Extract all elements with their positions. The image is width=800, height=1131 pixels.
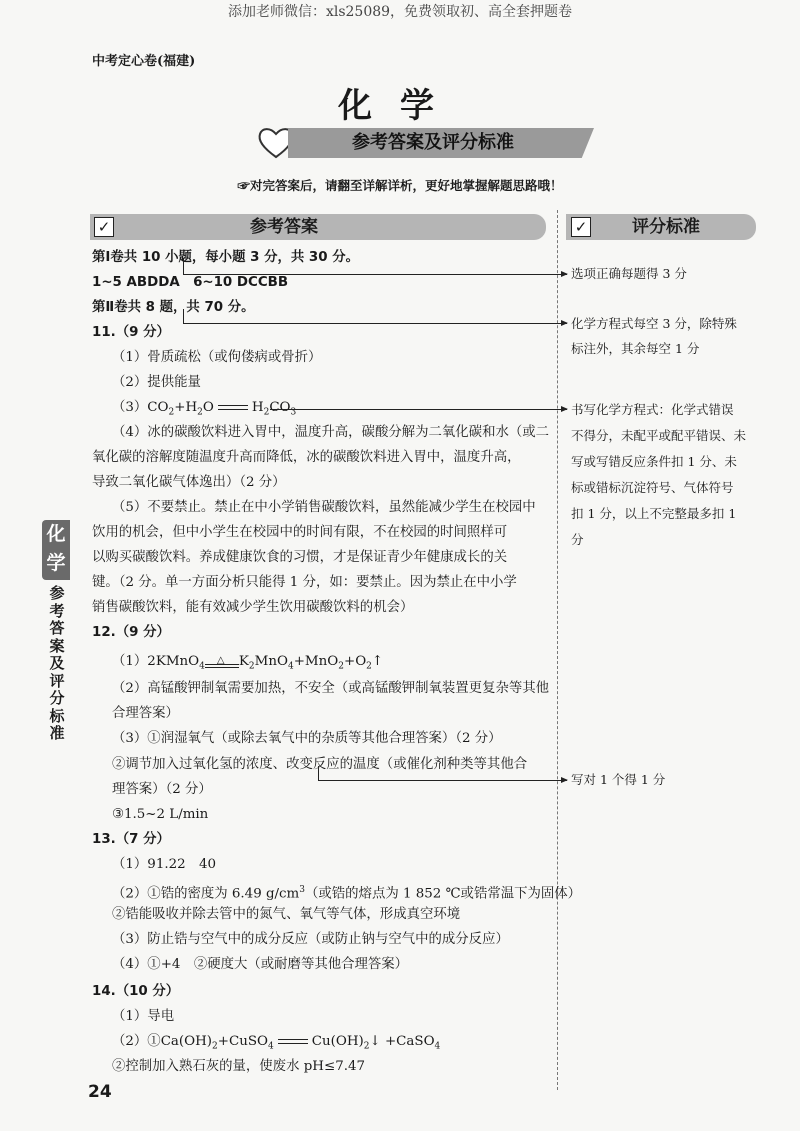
answers-header-bar xyxy=(90,214,546,240)
answer-line: （4）冰的碳酸饮料进入胃中，温度升高，碳酸分解为二氧化碳和水（或二 xyxy=(112,425,550,440)
answer-line: （3）①润湿氧气（或除去氧气中的杂质等其他合理答案）（2 分） xyxy=(112,731,502,746)
equation-line: （1）2KMnO$_4$ △ $K_2MnO_4+MnO_2+O_2↑$ xyxy=(112,654,384,672)
scoring-note: 分 xyxy=(571,532,584,547)
q12-heading: 12.（9 分） xyxy=(92,625,170,640)
answer-line: （1）91.22 40 xyxy=(112,857,217,872)
scoring-note: 写对 1 个得 1 分 xyxy=(571,772,666,787)
scoring-note: 标注外，其余每空 1 分 xyxy=(571,341,700,356)
answer-line: （1）骨质疏松（或佝偻病或骨折） xyxy=(112,350,322,365)
tip-text: ☞对完答案后，请翻至详解详析，更好地掌握解题思路哦！ xyxy=(237,178,563,193)
q13-heading: 13.（7 分） xyxy=(92,832,170,847)
arrow-icon xyxy=(183,274,567,275)
answer-line: ③1.5~2 L/min xyxy=(112,807,209,822)
scoring-heading: 评分标准 xyxy=(632,217,700,237)
arrow-icon xyxy=(270,409,567,410)
connector xyxy=(318,766,319,780)
connector xyxy=(183,258,184,274)
column-divider xyxy=(557,210,558,1090)
series-title: 中考定心卷(福建) xyxy=(92,54,196,69)
ribbon-title: 参考答案及评分标准 xyxy=(352,132,514,153)
answer-line: 销售碳酸饮料，能有效减少学生饮用碳酸饮料的机会） xyxy=(92,600,414,615)
section-1-summary: 第Ⅰ卷共 10 小题，每小题 3 分，共 30 分。 xyxy=(92,250,360,265)
answer-line: 以购买碳酸饮料。养成健康饮食的习惯，才是保证青少年健康成长的关 xyxy=(92,550,508,565)
q11-heading: 11.（9 分） xyxy=(92,325,170,340)
scoring-note: 扣 1 分，以上不完整最多扣 1 xyxy=(571,506,737,521)
answer-line: 键。（2 分。单一方面分析只能得 1 分，如：要禁止。因为禁止在中小学 xyxy=(92,575,517,590)
scoring-note: 化学方程式每空 3 分，除特殊 xyxy=(571,316,737,331)
scoring-note: 不得分，未配平或配平错误、未 xyxy=(571,428,747,443)
scoring-note: 选项正确每题得 3 分 xyxy=(571,266,687,281)
answer-line: （1）导电 xyxy=(112,1009,175,1024)
answer-line: （3）防止锆与空气中的成分反应（或防止钠与空气中的成分反应） xyxy=(112,932,509,947)
answer-line: 饮用的机会，但中小学生在校园中的时间有限，不在校园的时间照样可 xyxy=(92,525,508,540)
page-title: 化学 xyxy=(338,86,462,126)
scoring-note: 标或错标沉淀符号、气体符号 xyxy=(571,480,734,495)
top-banner: 添加老师微信：xls25089，免费领取初、高全套押题卷 xyxy=(227,4,573,20)
mc-answers: 1~5 ABDDA 6~10 DCCBB xyxy=(92,275,289,290)
scoring-note: 写或写错反应条件扣 1 分、未 xyxy=(571,454,737,469)
side-tab: 化学 xyxy=(42,520,70,580)
scoring-note: 书写化学方程式：化学式错误 xyxy=(571,402,734,417)
answer-line: 合理答案） xyxy=(112,706,179,721)
connector xyxy=(183,309,184,323)
equation-line: $(2)①Ca(OH)_2+CuSO_4$ $Cu(OH)_2↓$ +CaSO$_4$ xyxy=(112,1034,441,1052)
answer-line: （2）高锰酸钾制氧需要加热，不安全（或高锰酸钾制氧装置更复杂等其他 xyxy=(112,681,550,696)
check-icon: ✓ xyxy=(94,217,114,237)
answer-line: 理答案）（2 分） xyxy=(112,782,212,797)
answer-line: ②调节加入过氧化氢的浓度、改变反应的温度（或催化剂种类等其他合 xyxy=(112,757,528,772)
q14-heading: 14.（10 分） xyxy=(92,984,180,999)
answers-heading: 参考答案 xyxy=(250,217,318,237)
answer-line: 氧化碳的溶解度随温度升高而降低，冰的碳酸饮料进入胃中，温度升高， xyxy=(92,450,521,465)
check-icon: ✓ xyxy=(571,217,591,237)
answer-line: 导致二氧化碳气体逸出）（2 分） xyxy=(92,475,286,490)
answer-line: ②控制加入熟石灰的量，使废水 pH≤7.47 xyxy=(112,1059,366,1074)
section-2-summary: 第Ⅱ卷共 8 题，共 70 分。 xyxy=(92,300,255,315)
answer-line: ②锆能吸收并除去管中的氮气、氧气等气体，形成真空环境 xyxy=(112,907,461,922)
answer-line: （4）①+4 ②硬度大（或耐磨等其他合理答案） xyxy=(112,957,409,972)
answer-line: （2）①锆的密度为 6.49 $g/cm^3$（或锆的熔点为 1 852 ℃或锆常温下为固体） xyxy=(112,885,582,902)
equation-line: $(3)CO_2+H_2O$ $H_2CO_3$ xyxy=(112,400,297,418)
arrow-icon xyxy=(318,780,567,781)
page-number: 24 xyxy=(88,1082,112,1102)
side-label: 参考答案及评分标准 xyxy=(49,584,65,742)
answer-line: （2）提供能量 xyxy=(112,375,201,390)
answer-line: （5）不要禁止。禁止在中小学销售碳酸饮料，虽然能减少学生在校园中 xyxy=(112,500,536,515)
arrow-icon xyxy=(183,323,567,324)
